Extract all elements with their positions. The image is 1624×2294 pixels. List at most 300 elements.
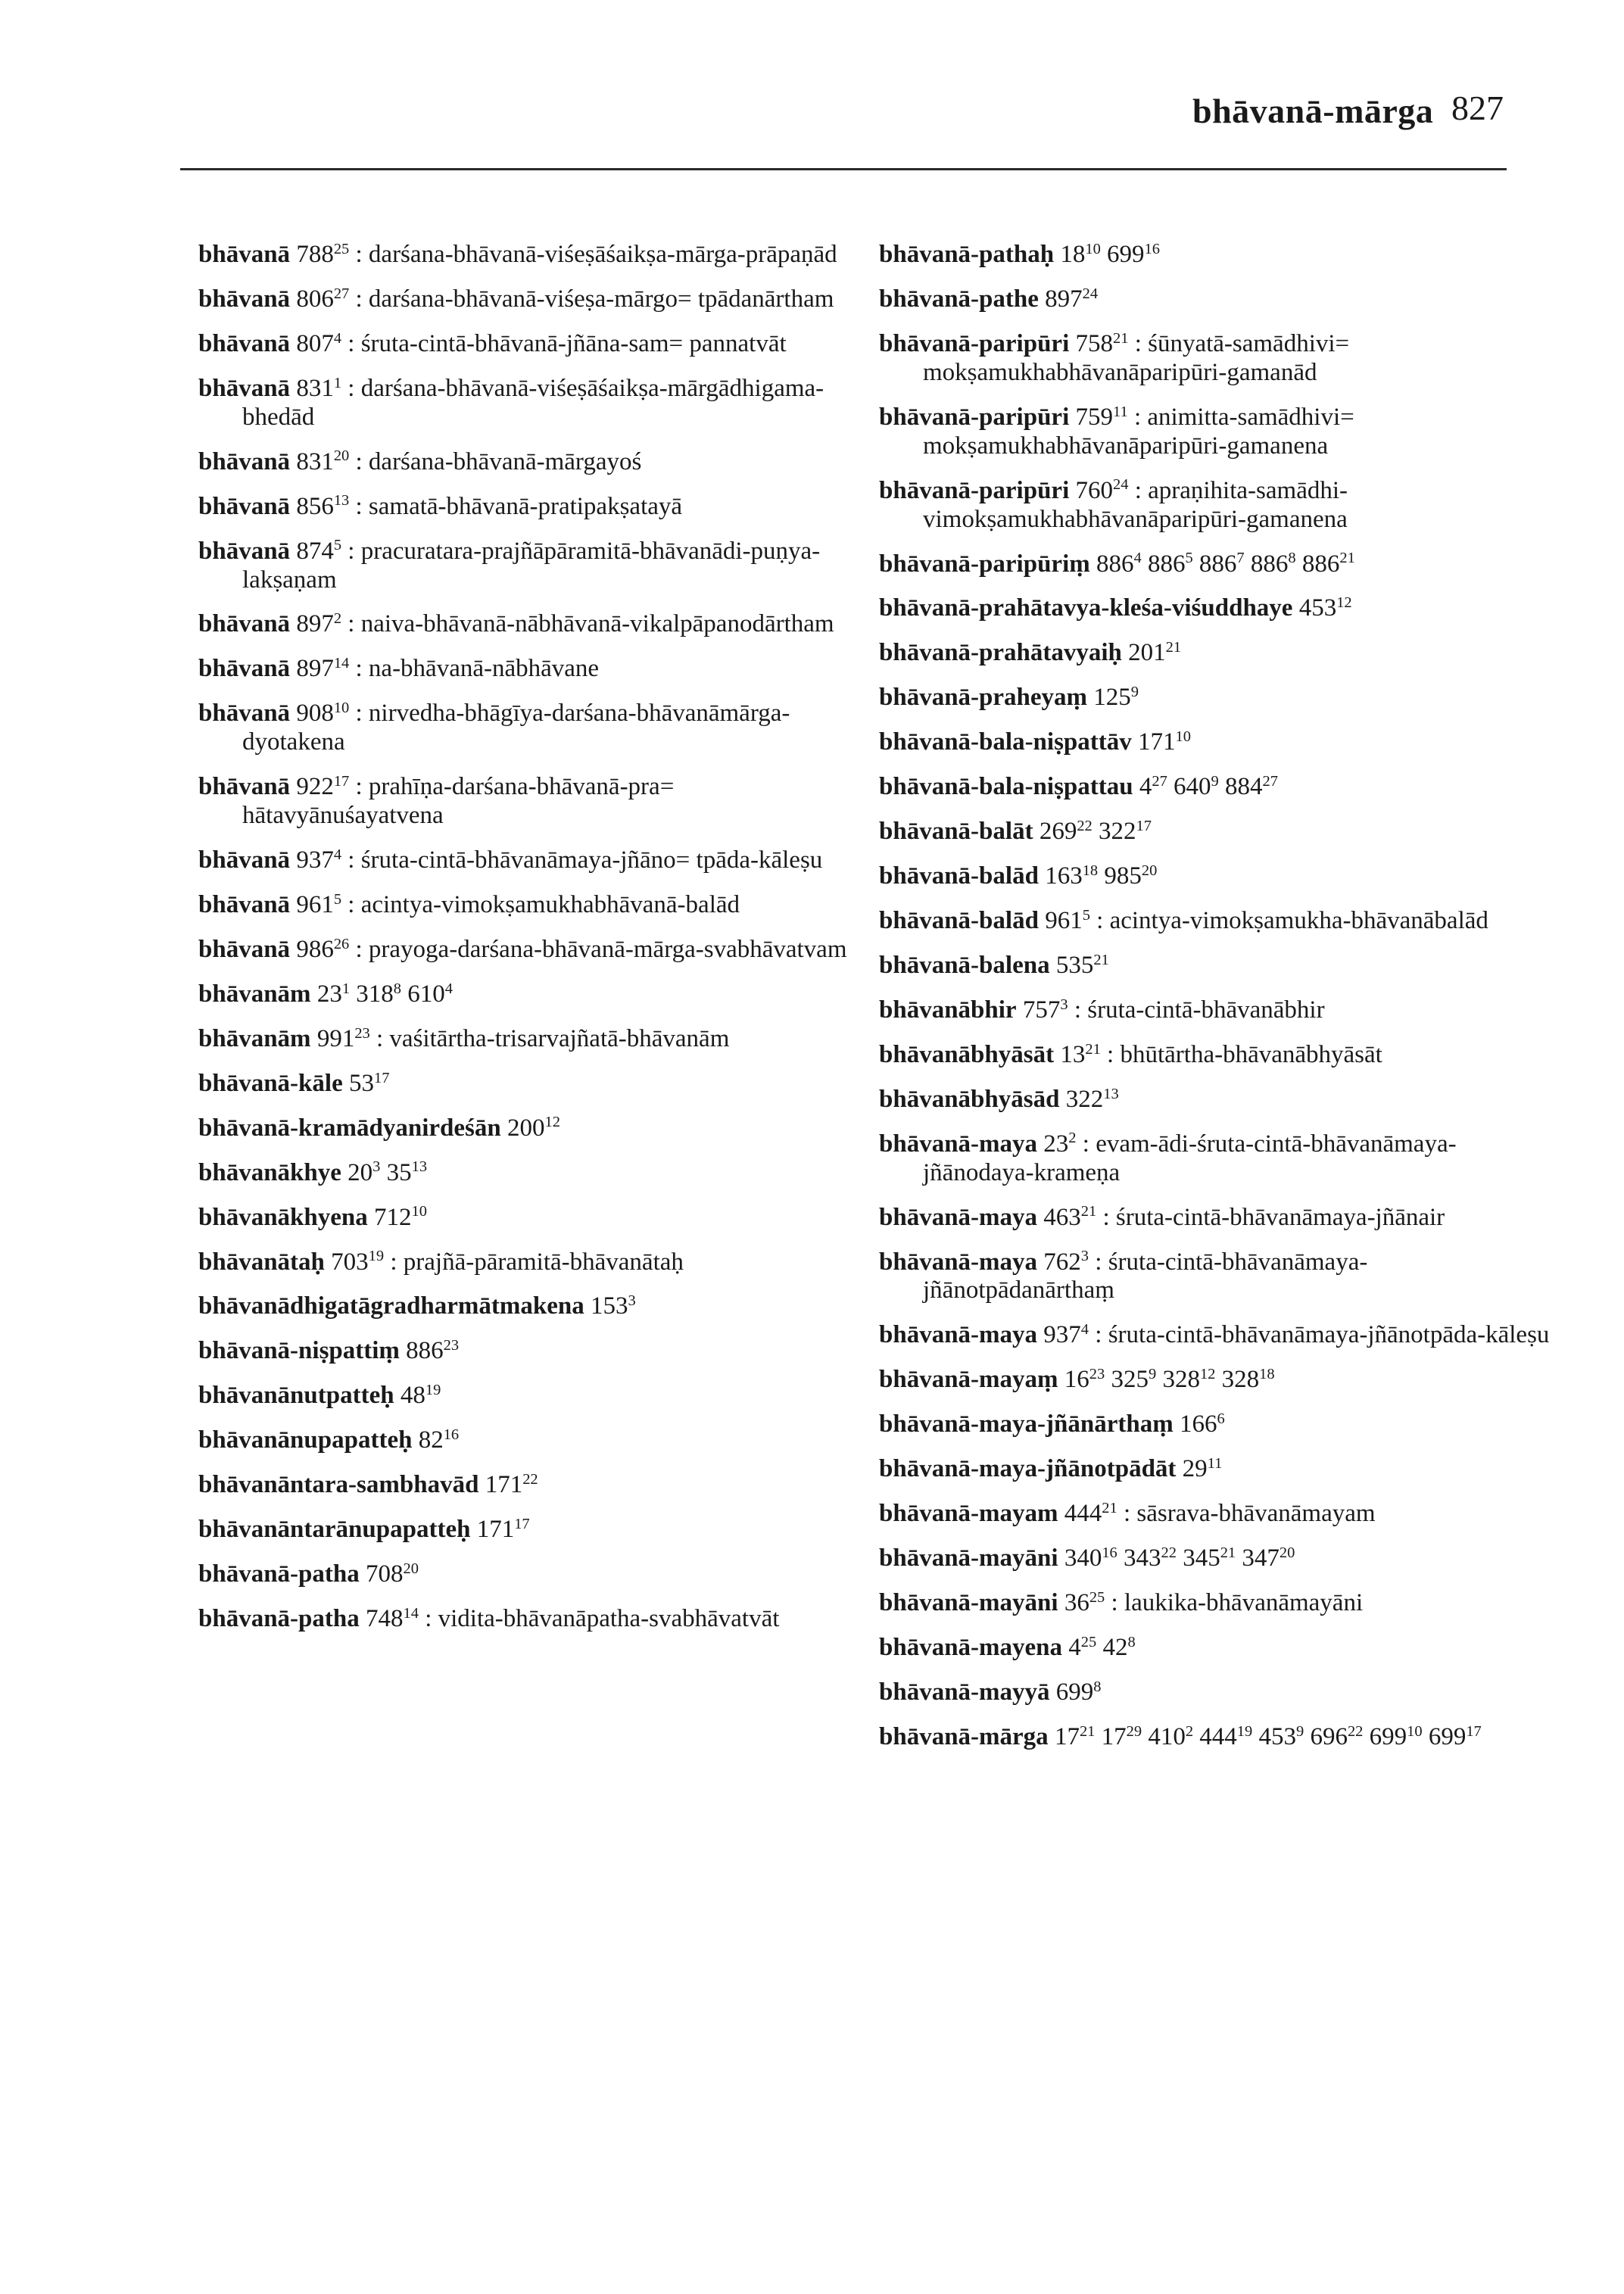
gloss-separator: : xyxy=(355,655,363,683)
index-entry xyxy=(198,1516,872,1544)
entry-headword: bhāvanā xyxy=(198,700,291,728)
reference-page: 897 xyxy=(296,655,334,683)
gloss-separator: : xyxy=(348,329,355,357)
reference-page: 48 xyxy=(400,1382,425,1410)
reference-line: 12 xyxy=(1336,594,1352,612)
reference-line: 19 xyxy=(425,1382,441,1399)
reference-line: 19 xyxy=(1236,1722,1253,1740)
entry-headword: bhāvanā-maya-jñānotpādāt xyxy=(879,1455,1177,1483)
reference-page: 856 xyxy=(296,492,334,520)
entry-headword: bhāvanā xyxy=(198,447,291,475)
entry-reference xyxy=(1242,1544,1295,1572)
reference-page: 36 xyxy=(1064,1589,1089,1616)
gloss-separator: : xyxy=(348,891,355,918)
entry-headword: bhāvanā-maya xyxy=(879,1321,1038,1349)
reference-line: 20 xyxy=(1141,862,1158,879)
entry-reference xyxy=(374,1204,427,1231)
entry-reference xyxy=(296,655,349,682)
index-entry xyxy=(198,891,872,920)
entry-context: na-bhāvanā-nābhāvane xyxy=(368,655,600,683)
reference-line: 27 xyxy=(1152,772,1167,790)
page-number: 827 xyxy=(1451,89,1504,127)
entry-headword: bhāvanā-mayam xyxy=(879,1500,1058,1528)
entry-reference xyxy=(317,980,350,1008)
entry-reference xyxy=(1138,728,1191,756)
reference-page: 29 xyxy=(1182,1455,1208,1483)
entry-reference xyxy=(1222,1366,1275,1393)
entry-headword: bhāvanā-mayāni xyxy=(879,1544,1058,1572)
reference-line: 4 xyxy=(1133,550,1142,567)
entry-context: śruta-cintā-bhāvanāmaya-jñānotpāda-kāleṣu xyxy=(1108,1321,1550,1349)
reference-page: 699 xyxy=(1369,1722,1407,1750)
reference-line: 17 xyxy=(373,1069,390,1086)
gloss-separator: : xyxy=(348,537,355,565)
reference-line: 11 xyxy=(1113,403,1128,420)
reference-line: 22 xyxy=(1161,1544,1177,1561)
entry-reference xyxy=(591,1292,636,1320)
reference-page: 696 xyxy=(1310,1722,1348,1750)
index-entry xyxy=(879,639,1553,668)
index-entry xyxy=(879,285,1553,314)
reference-page: 897 xyxy=(1045,285,1083,313)
index-column-right xyxy=(879,241,1553,1768)
entry-context: sāsrava-bhāvanāmayam xyxy=(1136,1500,1376,1528)
entry-headword: bhāvanā-maya xyxy=(879,1130,1038,1158)
entry-context: vidita-bhāvanāpatha-svabhāvatvāt xyxy=(438,1605,780,1632)
reference-page: 82 xyxy=(418,1426,444,1454)
entry-reference xyxy=(1111,1366,1156,1393)
index-entry xyxy=(198,655,872,684)
entry-headword: bhāvanā xyxy=(198,241,291,268)
reference-page: 703 xyxy=(331,1248,369,1276)
entry-reference xyxy=(1055,1723,1095,1750)
entry-context: darśana-bhāvanā-viśeṣāśaikṣa-mārgādhigama-bhedād xyxy=(242,374,824,431)
reference-line: 5 xyxy=(333,890,342,908)
reference-line: 23 xyxy=(1089,1366,1105,1383)
entry-headword: bhāvanāntarānupapatteḥ xyxy=(198,1516,471,1544)
reference-line: 2 xyxy=(333,610,342,628)
reference-line: 22 xyxy=(1077,817,1093,834)
reference-line: 5 xyxy=(1082,906,1090,924)
reference-page: 322 xyxy=(1099,818,1136,846)
entry-headword: bhāvanā xyxy=(198,285,291,313)
reference-page: 985 xyxy=(1104,862,1142,890)
reference-page: 886 xyxy=(1301,550,1340,578)
entry-headword: bhāvanāntara-sambhavād xyxy=(198,1471,479,1499)
reference-line: 21 xyxy=(1102,1499,1117,1516)
reference-page: 23 xyxy=(1043,1130,1069,1158)
index-entry xyxy=(198,1070,872,1099)
entry-reference xyxy=(296,936,349,963)
reference-page: 712 xyxy=(374,1203,412,1231)
entry-reference xyxy=(1102,1723,1142,1750)
entry-reference xyxy=(1043,1204,1096,1231)
entry-headword: bhāvanā-patha xyxy=(198,1560,360,1588)
entry-headword: bhāvanā xyxy=(198,374,291,402)
index-entry xyxy=(879,330,1553,388)
gloss-separator: : xyxy=(1111,1589,1118,1616)
entry-context: vaśitārtha-trisarvajñatā-bhāvanām xyxy=(389,1024,730,1052)
reference-page: 23 xyxy=(316,980,342,1008)
entry-headword: bhāvanām xyxy=(198,1024,311,1052)
reference-line: 10 xyxy=(411,1203,427,1220)
entry-context: śūnyatā-samādhivi= mokṣamukhabhāvanāparipūri-gamanād xyxy=(923,329,1350,386)
reference-page: 961 xyxy=(296,891,334,918)
reference-line: 10 xyxy=(1407,1722,1423,1740)
index-entry xyxy=(879,907,1553,936)
entry-headword: bhāvanā-niṣpattiṃ xyxy=(198,1337,400,1365)
entry-reference xyxy=(349,1070,389,1097)
reference-line: 21 xyxy=(1165,639,1182,656)
entry-reference xyxy=(296,448,349,475)
entry-context: bhūtārtha-bhāvanābhyāsāt xyxy=(1120,1040,1382,1068)
gloss-separator: : xyxy=(390,1248,397,1276)
gloss-separator: : xyxy=(355,935,363,963)
running-head: bhāvanā-mārga xyxy=(1192,92,1434,130)
entry-reference xyxy=(1124,1544,1177,1572)
entry-reference xyxy=(406,1337,459,1364)
entry-headword: bhāvanānutpatteḥ xyxy=(198,1382,394,1410)
gloss-separator: : xyxy=(348,374,355,402)
reference-line: 17 xyxy=(514,1515,530,1532)
reference-line: 9 xyxy=(1148,1366,1157,1383)
entry-reference xyxy=(419,1426,459,1454)
entry-reference xyxy=(1093,684,1139,711)
entry-headword: bhāvanā-pathaḥ xyxy=(879,241,1055,268)
reference-page: 171 xyxy=(476,1516,515,1544)
entry-reference xyxy=(1064,1589,1105,1616)
reference-line: 13 xyxy=(333,492,350,510)
entry-reference xyxy=(1183,1455,1223,1482)
index-entry xyxy=(198,1025,872,1054)
entry-headword: bhāvanā-mayena xyxy=(879,1633,1063,1661)
entry-reference xyxy=(1148,1723,1193,1750)
reference-line: 17 xyxy=(333,772,350,790)
index-entry xyxy=(879,818,1553,846)
reference-page: 16 xyxy=(1064,1366,1089,1394)
gloss-separator: : xyxy=(348,610,355,638)
reference-page: 53 xyxy=(348,1069,374,1097)
reference-page: 922 xyxy=(296,773,334,801)
index-entry xyxy=(879,594,1553,623)
entry-context: śruta-cintā-bhāvanāmaya-jñāno= tpāda-kāleṣu xyxy=(360,846,823,874)
index-entry xyxy=(879,1041,1553,1070)
reference-page: 347 xyxy=(1242,1544,1280,1572)
index-entry xyxy=(879,1500,1553,1529)
entry-reference xyxy=(366,1605,419,1632)
index-entry xyxy=(198,241,872,270)
reference-page: 937 xyxy=(1043,1321,1081,1349)
reference-page: 874 xyxy=(296,537,334,565)
reference-line: 1 xyxy=(333,374,342,391)
reference-page: 17 xyxy=(1101,1722,1127,1750)
entry-headword: bhāvanā-balena xyxy=(879,951,1050,979)
index-entry xyxy=(198,375,872,432)
reference-page: 328 xyxy=(1162,1366,1200,1394)
reference-line: 23 xyxy=(354,1024,370,1042)
entry-reference xyxy=(1076,330,1129,357)
entry-context: śruta-cintā-bhāvanāmaya-jñānotpādanārthaṃ xyxy=(923,1248,1368,1304)
reference-line: 17 xyxy=(1136,817,1152,834)
reference-page: 937 xyxy=(296,846,334,874)
index-entry xyxy=(198,1337,872,1366)
reference-page: 328 xyxy=(1221,1366,1260,1394)
reference-page: 807 xyxy=(296,329,334,357)
reference-page: 757 xyxy=(1022,996,1061,1024)
gloss-separator: : xyxy=(355,773,363,801)
entry-reference xyxy=(1299,594,1352,622)
index-entry xyxy=(879,1248,1553,1306)
index-entry xyxy=(879,1678,1553,1707)
entry-reference xyxy=(1060,1041,1100,1068)
entry-headword: bhāvanākhye xyxy=(198,1158,341,1186)
index-entry xyxy=(198,493,872,522)
entry-reference xyxy=(477,1516,530,1543)
entry-context: naiva-bhāvanā-nābhāvanā-vikalpāpanodārtham xyxy=(360,610,834,638)
reference-line: 3 xyxy=(372,1158,381,1176)
reference-line: 7 xyxy=(1236,550,1245,567)
index-entry xyxy=(879,1634,1553,1663)
entry-headword: bhāvanā-balād xyxy=(879,862,1039,890)
reference-line: 4 xyxy=(333,846,342,863)
reference-page: 640 xyxy=(1174,773,1211,801)
index-entry xyxy=(879,728,1553,757)
entry-context: laukika-bhāvanāmayāni xyxy=(1124,1589,1364,1616)
entry-reference xyxy=(1064,1500,1117,1527)
index-column-left xyxy=(198,241,872,1650)
index-entry xyxy=(198,1114,872,1143)
entry-context: samatā-bhāvanā-pratipakṣatayā xyxy=(368,492,683,520)
entry-headword: bhāvanā-praheyaṃ xyxy=(879,684,1088,712)
reference-page: 453 xyxy=(1258,1722,1296,1750)
entry-headword: bhāvanā xyxy=(198,891,291,918)
reference-line: 20 xyxy=(403,1560,419,1577)
reference-line: 18 xyxy=(1082,862,1099,879)
entry-reference xyxy=(1199,1723,1252,1750)
entry-reference xyxy=(1251,550,1296,578)
index-entry xyxy=(879,1130,1553,1188)
reference-page: 171 xyxy=(1138,728,1176,756)
entry-reference xyxy=(507,1114,560,1142)
entry-reference xyxy=(1045,907,1090,934)
entry-context: śruta-cintā-bhāvanābhir xyxy=(1087,996,1325,1024)
entry-context: śruta-cintā-bhāvanā-jñāna-sam= pannatvāt xyxy=(360,329,787,357)
entry-reference xyxy=(1302,550,1355,578)
entry-reference xyxy=(1102,1634,1135,1661)
reference-page: 345 xyxy=(1183,1544,1220,1572)
entry-headword: bhāvanā-paripūri xyxy=(879,476,1070,504)
entry-reference xyxy=(296,285,349,313)
reference-line: 29 xyxy=(1126,1722,1142,1740)
entry-context: evam-ādi-śruta-cintā-bhāvanāmaya-jñānodaya-krameṇa xyxy=(923,1130,1457,1186)
reference-page: 444 xyxy=(1064,1500,1102,1528)
entry-headword: bhāvanā-paripūriṃ xyxy=(879,550,1090,578)
reference-line: 21 xyxy=(1080,1203,1097,1220)
reference-line: 8 xyxy=(1127,1633,1136,1650)
reference-page: 13 xyxy=(1060,1040,1086,1068)
entry-context: pracuratara-prajñāpāramitā-bhāvanādi-puṇya-lakṣaṇam xyxy=(242,537,821,594)
index-entry xyxy=(198,610,872,639)
entry-reference xyxy=(296,493,349,520)
reference-line: 21 xyxy=(1220,1544,1236,1561)
reference-page: 4 xyxy=(1068,1633,1081,1661)
entry-headword: bhāvanā-balād xyxy=(879,907,1039,934)
reference-page: 322 xyxy=(1065,1085,1104,1113)
reference-page: 269 xyxy=(1039,818,1077,846)
entry-reference xyxy=(1174,773,1219,800)
entry-context: prahīṇa-darśana-bhāvanā-pra= hātavyānuśayatvena xyxy=(242,773,675,830)
reference-line: 8 xyxy=(393,980,401,997)
entry-headword: bhāvanā-bala-niṣpattau xyxy=(879,773,1133,801)
index-entry xyxy=(879,952,1553,980)
reference-line: 16 xyxy=(443,1426,460,1443)
entry-headword: bhāvanā-patha xyxy=(198,1605,360,1632)
entry-reference xyxy=(1056,952,1109,979)
entry-reference xyxy=(485,1471,538,1498)
entry-reference xyxy=(1199,550,1245,578)
reference-line: 12 xyxy=(1199,1366,1216,1383)
entry-headword: bhāvanā-pathe xyxy=(879,285,1039,313)
entry-headword: bhāvanābhyāsād xyxy=(879,1085,1060,1113)
reference-line: 3 xyxy=(628,1292,636,1310)
reference-page: 884 xyxy=(1225,773,1263,801)
reference-page: 171 xyxy=(485,1471,523,1499)
reference-page: 35 xyxy=(386,1158,412,1186)
index-entry xyxy=(879,1589,1553,1618)
entry-reference xyxy=(1040,818,1093,845)
reference-page: 163 xyxy=(1045,862,1083,890)
reference-page: 762 xyxy=(1043,1248,1081,1276)
entry-reference xyxy=(317,1025,370,1052)
entry-reference xyxy=(1045,285,1098,313)
reference-page: 831 xyxy=(296,447,334,475)
gloss-separator: : xyxy=(1082,1130,1089,1158)
reference-page: 760 xyxy=(1075,476,1113,504)
reference-page: 699 xyxy=(1055,1678,1094,1706)
entry-context: prajñā-pāramitā-bhāvanātaḥ xyxy=(403,1248,684,1276)
reference-line: 21 xyxy=(1113,329,1129,347)
entry-reference xyxy=(1099,818,1152,845)
entry-headword: bhāvanā-mayaṃ xyxy=(879,1366,1058,1394)
entry-headword: bhāvanā-prahātavyaiḥ xyxy=(879,639,1122,667)
entry-headword: bhāvanā-mārga xyxy=(879,1722,1049,1750)
index-entry xyxy=(879,550,1553,579)
reference-line: 5 xyxy=(333,537,342,554)
reference-line: 23 xyxy=(443,1337,460,1354)
index-entry xyxy=(879,996,1553,1025)
reference-page: 806 xyxy=(296,285,334,313)
reference-page: 200 xyxy=(507,1114,545,1142)
reference-line: 2 xyxy=(1185,1722,1194,1740)
index-entry xyxy=(198,1382,872,1410)
index-entry xyxy=(879,1321,1553,1350)
reference-page: 886 xyxy=(1199,550,1237,578)
reference-line: 8 xyxy=(1288,550,1296,567)
reference-page: 759 xyxy=(1075,403,1113,431)
reference-line: 3 xyxy=(1080,1248,1089,1265)
reference-line: 26 xyxy=(333,935,350,952)
index-entry xyxy=(198,1248,872,1277)
index-entry xyxy=(198,773,872,831)
entry-context: nirvedha-bhāgīya-darśana-bhāvanāmārga-dyotakena xyxy=(242,700,790,756)
reference-line: 3 xyxy=(1060,996,1068,1013)
entry-headword: bhāvanā-mayāni xyxy=(879,1589,1058,1616)
entry-reference xyxy=(1023,996,1068,1024)
index-entry xyxy=(198,846,872,875)
entry-headword: bhāvanātaḥ xyxy=(198,1248,325,1276)
entry-reference xyxy=(1043,1248,1089,1276)
entry-reference xyxy=(1064,1544,1117,1572)
entry-context: prayoga-darśana-bhāvanā-mārga-svabhāvatvam xyxy=(368,935,847,963)
reference-line: 17 xyxy=(1466,1722,1482,1740)
entry-reference xyxy=(296,891,341,918)
gloss-separator: : xyxy=(1095,1321,1102,1349)
reference-line: 10 xyxy=(333,700,350,717)
index-entry xyxy=(879,1204,1553,1233)
entry-reference xyxy=(1128,639,1181,666)
reference-line: 25 xyxy=(1089,1588,1105,1606)
entry-headword: bhāvanādhigatāgradharmātmakena xyxy=(198,1292,584,1320)
entry-reference xyxy=(1056,1678,1102,1706)
reference-page: 166 xyxy=(1179,1410,1217,1438)
gloss-separator: : xyxy=(1096,907,1104,934)
entry-reference xyxy=(296,846,341,874)
entry-reference xyxy=(387,1159,427,1186)
reference-page: 991 xyxy=(316,1024,355,1052)
reference-page: 886 xyxy=(406,1337,444,1365)
index-entry xyxy=(198,538,872,595)
gloss-separator: : xyxy=(1102,1203,1110,1231)
reference-line: 9 xyxy=(1211,772,1219,790)
reference-line: 22 xyxy=(1347,1722,1364,1740)
entry-headword: bhāvanā-maya xyxy=(879,1248,1038,1276)
entry-reference xyxy=(1148,550,1193,578)
entry-headword: bhāvanākhyena xyxy=(198,1203,368,1231)
reference-page: 699 xyxy=(1428,1722,1467,1750)
reference-page: 125 xyxy=(1093,684,1131,712)
reference-page: 886 xyxy=(1250,550,1289,578)
index-entry xyxy=(198,1560,872,1589)
reference-line: 8 xyxy=(1093,1678,1102,1695)
index-entry xyxy=(879,1410,1553,1439)
gloss-separator: : xyxy=(355,492,363,520)
entry-headword: bhāvanā-maya xyxy=(879,1203,1038,1231)
reference-line: 2 xyxy=(1068,1130,1077,1147)
index-entry xyxy=(879,1455,1553,1484)
reference-line: 14 xyxy=(403,1604,419,1622)
reference-page: 17 xyxy=(1054,1722,1080,1750)
index-entry xyxy=(198,1159,872,1188)
gloss-separator: : xyxy=(1095,1248,1102,1276)
entry-reference xyxy=(1076,477,1129,504)
reference-line: 21 xyxy=(1085,1040,1101,1058)
index-entry xyxy=(198,1426,872,1455)
entry-reference xyxy=(1076,404,1128,431)
reference-line: 6 xyxy=(1217,1410,1225,1427)
index-entry xyxy=(198,980,872,1009)
reference-page: 699 xyxy=(1107,241,1145,268)
reference-page: 325 xyxy=(1111,1366,1149,1394)
reference-page: 961 xyxy=(1045,907,1083,934)
reference-line: 22 xyxy=(522,1470,538,1488)
reference-page: 343 xyxy=(1124,1544,1161,1572)
entry-headword: bhāvanā-paripūri xyxy=(879,329,1070,357)
entry-headword: bhāvanā xyxy=(198,537,291,565)
reference-line: 21 xyxy=(1079,1722,1096,1740)
entry-headword: bhāvanābhir xyxy=(879,996,1017,1024)
entry-reference xyxy=(401,1382,441,1409)
reference-page: 453 xyxy=(1298,594,1337,622)
